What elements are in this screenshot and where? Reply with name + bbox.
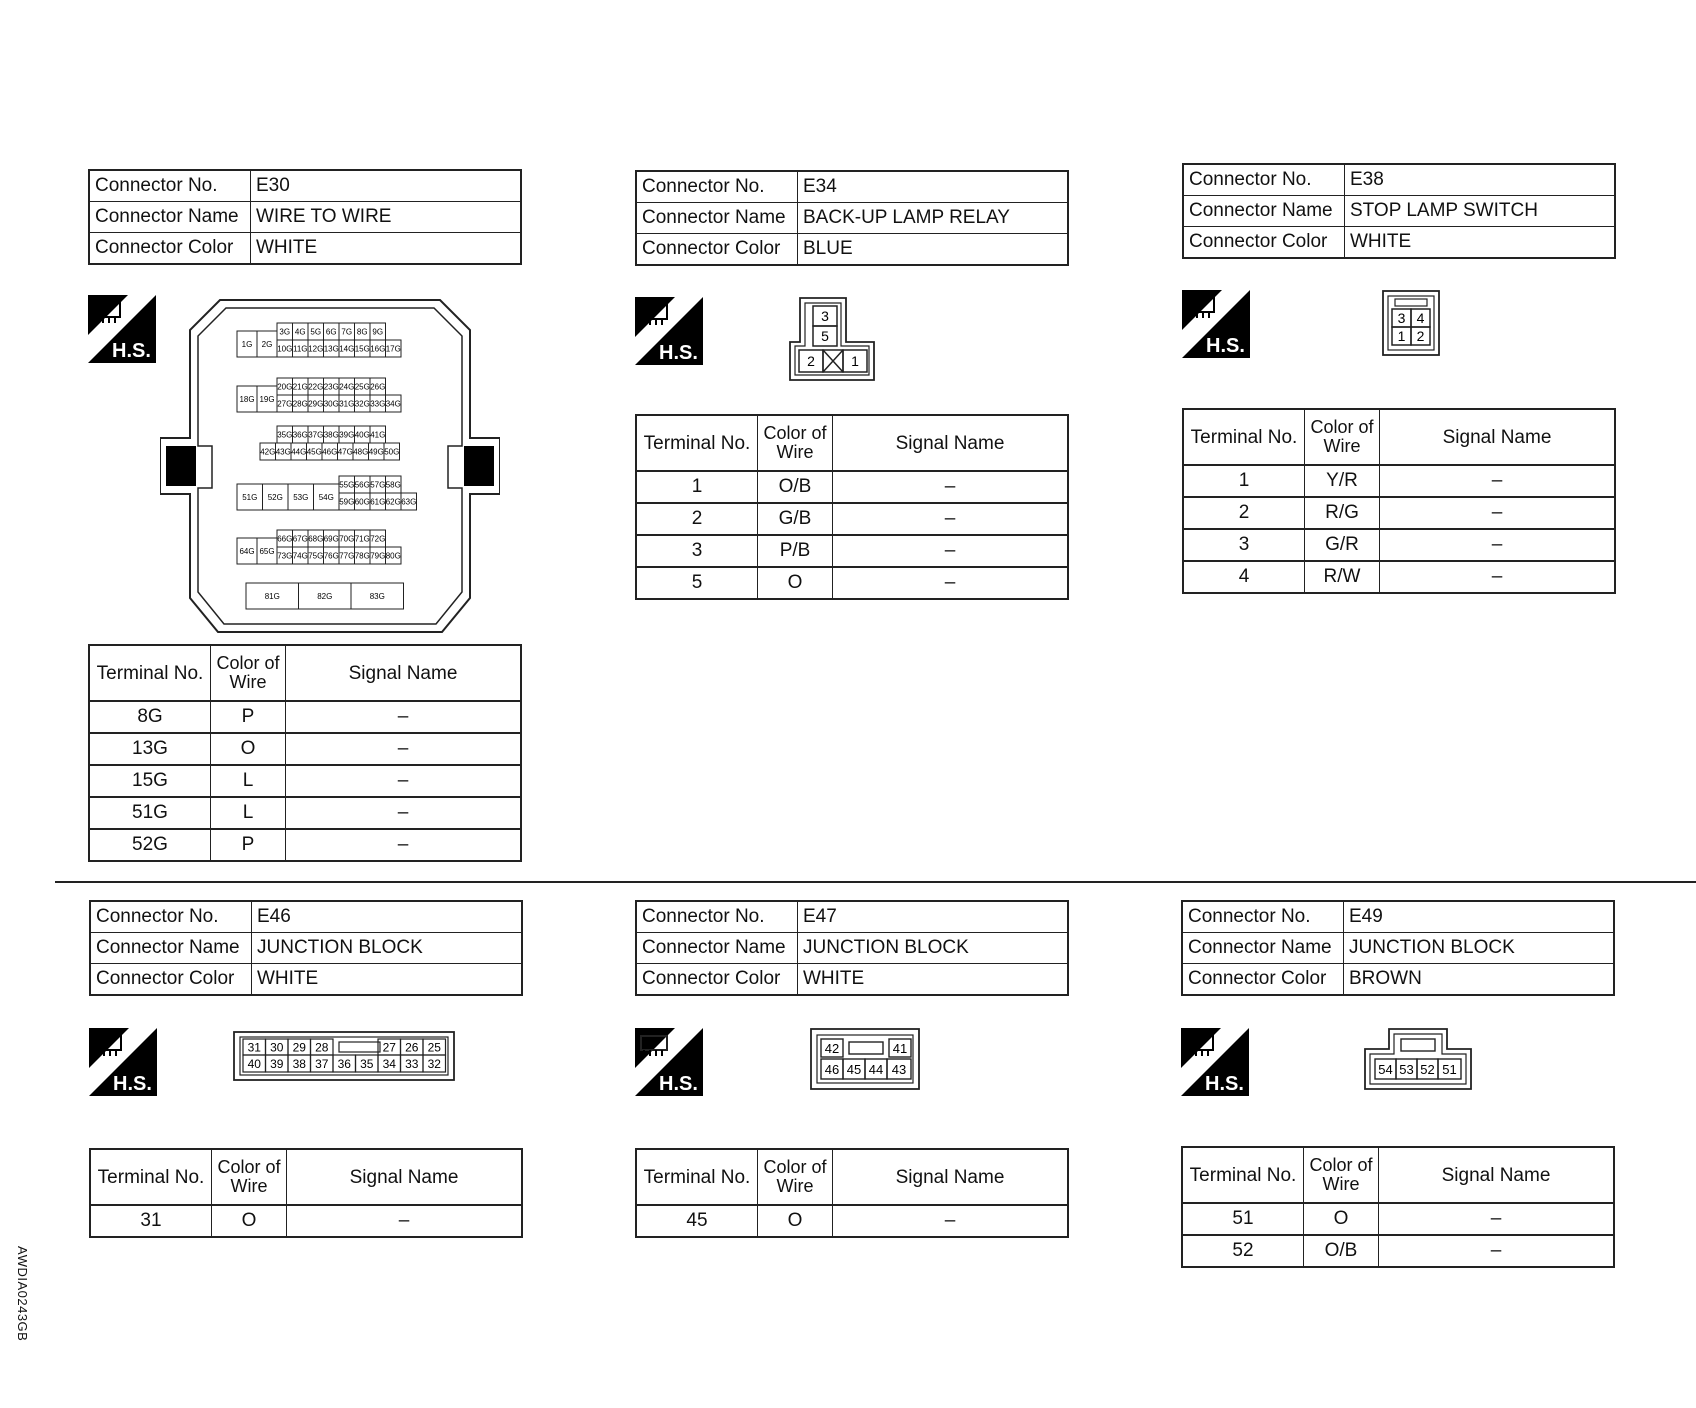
terminal-block-e34 [635,414,1075,600]
pin-label: 28 [315,1040,329,1055]
header-terminal-no: Terminal No. [1183,409,1305,465]
hs-label: H.S. [659,342,698,364]
pin-label: 45 [846,1062,862,1077]
pin-label: 6G [325,327,337,337]
label-connector-no: Connector No. [89,170,251,202]
pin-label: 60G [354,497,370,507]
signal-name-cell: – [286,829,522,861]
header-color-of-wire: Color of Wire [758,1149,833,1205]
pin-label: 2G [261,340,273,349]
pin-label: 66G [277,534,293,544]
pin-label: 36 [337,1057,351,1071]
pin-label: 25G [354,382,370,392]
table-row [636,503,1068,535]
connector-name: BACK-UP LAMP RELAY [798,203,1069,234]
pin-label: 38G [323,430,339,440]
terminal-table [1181,1146,1615,1268]
terminal-block-e38 [1182,408,1622,594]
table-row [1183,529,1615,561]
connector-block-e47 [635,900,1075,996]
hs-label: H.S. [113,1073,152,1095]
terminal-no-cell: 4 [1183,561,1305,593]
connector-color: BLUE [798,234,1069,266]
signal-name-cell: – [286,733,522,765]
pin-label: 83G [369,592,385,601]
pin-label: 48G [353,447,369,457]
header-signal-name: Signal Name [833,1149,1069,1205]
pin-label: 59G [339,497,355,507]
connector-e34-face [788,296,878,382]
connector-name: JUNCTION BLOCK [252,933,523,964]
table-row [636,567,1068,599]
wire-color-cell: P/B [758,535,833,567]
pin-label: 33 [405,1057,419,1071]
pin-cell [339,1042,380,1052]
header-color-of-wire: Color of Wire [1304,1147,1379,1203]
pin-label: 37G [308,430,324,440]
header-terminal-no: Terminal No. [1182,1147,1304,1203]
e46-pin-grid [243,1039,446,1072]
signal-name-cell: – [287,1205,523,1237]
label-connector-color: Connector Color [89,233,251,265]
pin-label: 79G [370,551,386,561]
pin-label: 35 [360,1057,374,1071]
pin-label: 3G [279,327,291,337]
pin-label: 42G [260,447,276,457]
pin-label: 40 [247,1057,261,1071]
table-row [90,1205,522,1237]
terminal-no-cell: 2 [636,503,758,535]
table-row [89,701,521,733]
connector-e38-face [1381,289,1441,357]
pin-label: 61G [370,497,386,507]
pin-label: 82G [317,592,333,601]
hs-icon [89,1028,157,1096]
label-connector-color: Connector Color [636,964,798,996]
connector-info-table [88,169,522,265]
pin-label: 46G [322,447,338,457]
pin-label: 62G [385,497,401,507]
terminal-no-cell: 13G [89,733,211,765]
pin-label: 31G [339,399,355,409]
hs-icon [1181,1028,1249,1096]
pin-label: 37 [315,1057,329,1071]
signal-name-cell: – [1380,561,1616,593]
pin-label: 53 [1399,1062,1414,1077]
pin-label: 1G [241,340,253,349]
hs-icon [635,297,703,365]
pin-label: 41G [370,430,386,440]
table-row [636,535,1068,567]
pin-label: 33G [370,399,386,409]
pin-label: 24G [339,382,355,392]
pin-label: 28G [292,399,308,409]
wire-color-cell: O [212,1205,287,1237]
pin-label: 43 [891,1062,907,1077]
pin-label: 81G [264,592,280,601]
connector-info-table [1181,900,1615,996]
signal-name-cell: – [286,797,522,829]
pin-label: 68G [308,534,324,544]
wire-color-cell: O/B [758,471,833,503]
header-terminal-no: Terminal No. [89,645,211,701]
terminal-no-cell: 5 [636,567,758,599]
signal-name-cell: – [1380,529,1616,561]
pin-label: 4G [294,327,306,337]
table-row [89,829,521,861]
label-connector-color: Connector Color [90,964,252,996]
label-connector-no: Connector No. [636,901,798,933]
pin-label: 54G [318,493,334,502]
terminal-table [635,1148,1069,1238]
pin-label: 77G [339,551,355,561]
wire-color-cell: O [758,1205,833,1237]
wire-color-cell: P [211,701,286,733]
pin-label: 32G [354,399,370,409]
pin-label: 34 [382,1057,396,1071]
pin-label: 11G [292,344,308,354]
table-row [89,733,521,765]
connector-no: E38 [1345,164,1616,196]
terminal-no-cell: 3 [636,535,758,567]
wire-color-cell: G/R [1305,529,1380,561]
header-signal-name: Signal Name [1379,1147,1615,1203]
label-connector-name: Connector Name [89,202,251,233]
pin-label: 35G [277,430,293,440]
pin-label: 18G [239,395,255,404]
label-connector-name: Connector Name [636,203,798,234]
connector-e49-face [1363,1027,1473,1091]
signal-name-cell: – [833,471,1069,503]
label-connector-name: Connector Name [1183,196,1345,227]
hs-icon [88,295,156,363]
pin-label: 25 [427,1040,441,1055]
pin-label: 38 [292,1057,306,1071]
pin-label: 16G [370,344,386,354]
connector-e47-face [809,1027,921,1091]
header-signal-name: Signal Name [1380,409,1616,465]
table-row [89,797,521,829]
pin-label: 23G [323,382,339,392]
pin-label: 2 [1416,328,1425,344]
pin-label: 12G [308,344,324,354]
terminal-no-cell: 51 [1182,1203,1304,1235]
connector-color: WHITE [252,964,523,996]
hs-label: H.S. [1206,335,1245,357]
pin-label: 57G [370,480,386,490]
signal-name-cell: – [1380,497,1616,529]
table-row [636,1205,1068,1237]
terminal-no-cell: 8G [89,701,211,733]
header-terminal-no: Terminal No. [636,415,758,471]
pin-label: 78G [354,551,370,561]
pin-label: 55G [339,480,355,490]
pin-label: 10G [277,344,293,354]
pin-label: 29 [292,1040,306,1055]
pin-label: 51G [242,493,258,502]
hs-label: H.S. [1205,1073,1244,1095]
label-connector-no: Connector No. [1183,164,1345,196]
label-connector-no: Connector No. [1182,901,1344,933]
header-color-of-wire: Color of Wire [1305,409,1380,465]
pin-label: 2 [807,353,815,369]
hs-label: H.S. [112,340,151,362]
terminal-no-cell: 52G [89,829,211,861]
signal-name-cell: – [1379,1203,1615,1235]
pin-label: 5 [821,328,829,344]
wire-color-cell: O [211,733,286,765]
wire-color-cell: G/B [758,503,833,535]
table-row [636,471,1068,503]
terminal-table [88,644,522,862]
connector-color: WHITE [1345,227,1616,259]
terminal-no-cell: 51G [89,797,211,829]
pin-label: 5G [310,327,322,337]
pin-label: 15G [354,344,370,354]
table-row [1182,1235,1614,1267]
header-signal-name: Signal Name [833,415,1069,471]
header-terminal-no: Terminal No. [636,1149,758,1205]
terminal-no-cell: 45 [636,1205,758,1237]
pin-label: 43G [275,447,291,457]
pin-label: 26 [405,1040,419,1055]
pin-label: 67G [292,534,308,544]
label-connector-color: Connector Color [636,234,798,266]
pin-label: 49G [368,447,384,457]
connector-e30-face [160,298,500,634]
pin-label: 31 [247,1040,261,1055]
signal-name-cell: – [1380,465,1616,497]
terminal-no-cell: 52 [1182,1235,1304,1267]
pin-label: 53G [293,493,309,502]
pin-label: 9G [372,327,384,337]
connector-no: E49 [1344,901,1615,933]
pin-label: 47G [337,447,353,457]
pin-label: 13G [323,344,339,354]
pin-label: 1 [851,353,859,369]
label-connector-name: Connector Name [90,933,252,964]
pin-label: 71G [354,534,370,544]
terminal-no-cell: 31 [90,1205,212,1237]
wire-color-cell: O [758,567,833,599]
terminal-table [635,414,1069,600]
table-row [1182,1203,1614,1235]
pin-label: 19G [259,395,275,404]
terminal-block-e30 [88,644,528,862]
connector-name: WIRE TO WIRE [251,202,522,233]
terminal-no-cell: 1 [636,471,758,503]
header-signal-name: Signal Name [286,645,522,701]
wire-color-cell: P [211,829,286,861]
connector-block-e34 [635,170,1075,266]
connector-block-e30 [88,169,528,265]
pin-label: 76G [323,551,339,561]
pin-label: 14G [339,344,355,354]
signal-name-cell: – [833,1205,1069,1237]
pin-label: 39G [339,430,355,440]
hs-icon [1182,290,1250,358]
pin-label: 30 [270,1040,284,1055]
pin-label: 1 [1397,328,1406,344]
wire-color-cell: L [211,797,286,829]
terminal-no-cell: 2 [1183,497,1305,529]
pin-label: 8G [356,327,368,337]
e30-pin-grid [237,323,417,609]
pin-label: 74G [292,551,308,561]
connector-block-e38 [1182,163,1622,259]
section-divider [55,881,1696,883]
signal-name-cell: – [833,535,1069,567]
pin-label: 69G [323,534,339,544]
terminal-no-cell: 1 [1183,465,1305,497]
pin-label: 42 [824,1041,840,1056]
signal-name-cell: – [833,503,1069,535]
wire-color-cell: Y/R [1305,465,1380,497]
label-connector-name: Connector Name [636,933,798,964]
pin-label: 3 [821,308,829,324]
label-connector-no: Connector No. [90,901,252,933]
pin-label: 45G [306,447,322,457]
table-row [89,765,521,797]
table-row [1183,465,1615,497]
signal-name-cell: – [833,567,1069,599]
header-color-of-wire: Color of Wire [212,1149,287,1205]
pin-label: 44 [868,1062,884,1077]
terminal-table [1182,408,1616,594]
terminal-no-cell: 15G [89,765,211,797]
pin-label: 44G [291,447,307,457]
pin-label: 52 [1420,1062,1435,1077]
table-row [1183,561,1615,593]
wire-color-cell: R/W [1305,561,1380,593]
pin-label: 7G [341,327,353,337]
connector-color: WHITE [798,964,1069,996]
pin-label: 75G [308,551,324,561]
connector-no: E34 [798,171,1069,203]
pin-label: 22G [308,382,324,392]
connector-color: WHITE [251,233,522,265]
connector-e46-face [232,1030,456,1082]
header-terminal-no: Terminal No. [90,1149,212,1205]
pin-label: 4 [1416,310,1425,326]
connector-name: STOP LAMP SWITCH [1345,196,1616,227]
signal-name-cell: – [286,701,522,733]
label-connector-color: Connector Color [1182,964,1344,996]
pin-label: 27 [382,1040,396,1055]
label-connector-no: Connector No. [636,171,798,203]
pin-label: 21G [292,382,308,392]
pin-label: 30G [323,399,339,409]
pin-label: 29G [308,399,324,409]
pin-label: 41 [892,1041,908,1056]
pin-label: 27G [277,399,293,409]
pin-label: 17G [385,344,401,354]
connector-info-table [1182,163,1616,259]
terminal-block-e47 [635,1148,1075,1238]
pin-label: 32 [427,1057,441,1071]
wire-color-cell: R/G [1305,497,1380,529]
connector-info-table [89,900,523,996]
signal-name-cell: – [286,765,522,797]
header-color-of-wire: Color of Wire [758,415,833,471]
connector-name: JUNCTION BLOCK [798,933,1069,964]
connector-info-table [635,170,1069,266]
connector-info-table [635,900,1069,996]
connector-block-e46 [89,900,529,996]
terminal-table [89,1148,523,1238]
pin-label: 46 [824,1062,840,1077]
pin-label: 70G [339,534,355,544]
hs-label: H.S. [659,1073,698,1095]
pin-label: 52G [267,493,283,502]
pin-label: 3 [1397,310,1406,326]
pin-label: 56G [354,480,370,490]
signal-name-cell: – [1379,1235,1615,1267]
pin-label: 63G [401,497,417,507]
hs-icon [635,1028,703,1096]
label-connector-name: Connector Name [1182,933,1344,964]
connector-color: BROWN [1344,964,1615,996]
connector-name: JUNCTION BLOCK [1344,933,1615,964]
terminal-no-cell: 3 [1183,529,1305,561]
pin-label: 64G [239,547,255,556]
terminal-block-e49 [1181,1146,1621,1268]
terminal-block-e46 [89,1148,529,1238]
pin-label: 36G [292,430,308,440]
pin-label: 50G [384,447,400,457]
table-row [1183,497,1615,529]
header-signal-name: Signal Name [287,1149,523,1205]
connector-no: E47 [798,901,1069,933]
pin-label: 72G [370,534,386,544]
pin-label: 20G [277,382,293,392]
pin-label: 73G [277,551,293,561]
wire-color-cell: O/B [1304,1235,1379,1267]
pin-label: 54 [1378,1062,1393,1077]
connector-block-e49 [1181,900,1621,996]
pin-label: 58G [385,480,401,490]
connector-no: E46 [252,901,523,933]
pin-label: 39 [270,1057,284,1071]
pin-label: 80G [385,551,401,561]
wire-color-cell: L [211,765,286,797]
label-connector-color: Connector Color [1183,227,1345,259]
pin-label: 51 [1442,1062,1457,1077]
figure-code: AWDIA0243GB [15,1246,30,1342]
pin-label: 34G [385,399,401,409]
pin-label: 40G [354,430,370,440]
connector-no: E30 [251,170,522,202]
pin-label: 26G [370,382,386,392]
header-color-of-wire: Color of Wire [211,645,286,701]
pin-label: 65G [259,547,275,556]
wire-color-cell: O [1304,1203,1379,1235]
